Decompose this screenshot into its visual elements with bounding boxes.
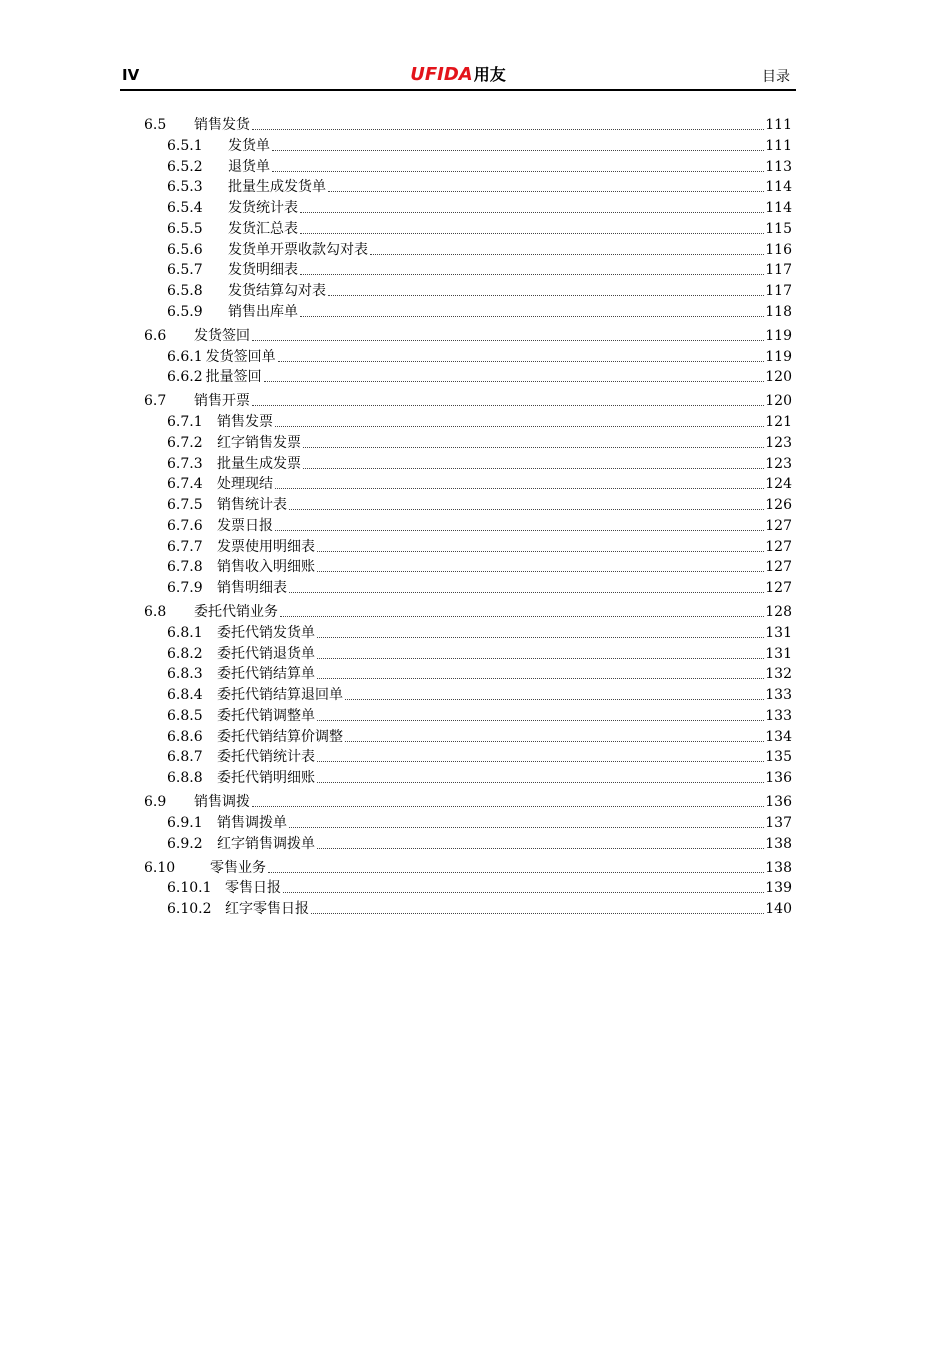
toc-entry-title: 零售日报 bbox=[225, 880, 281, 897]
toc-entry[interactable] bbox=[120, 766, 792, 787]
section-title: 目录 bbox=[762, 69, 790, 85]
dot-leader bbox=[370, 253, 764, 255]
brand-logo-en: UFIDA bbox=[410, 64, 473, 85]
page-number: IV bbox=[122, 66, 140, 84]
dot-leader bbox=[303, 467, 764, 469]
toc-entry[interactable] bbox=[120, 176, 792, 197]
toc-entry-number: 6.7 bbox=[144, 393, 167, 410]
toc-entry-title: 委托代销业务 bbox=[194, 604, 278, 620]
dot-leader bbox=[300, 273, 764, 275]
dot-leader bbox=[289, 508, 764, 510]
toc-entry-title: 红字零售日报 bbox=[225, 901, 309, 917]
toc-entry-title: 销售明细表 bbox=[217, 580, 287, 596]
toc-entry[interactable] bbox=[120, 853, 792, 877]
toc-entry-number: 6.6.1 bbox=[167, 348, 203, 365]
toc-entry-number: 6.9.2 bbox=[167, 835, 203, 852]
dot-leader bbox=[283, 891, 764, 893]
toc-entry-title: 委托代销发货单 bbox=[217, 624, 315, 641]
toc-entry-number: 6.7.1 bbox=[167, 414, 203, 430]
toc-entry-number: 6.5.2 bbox=[167, 158, 203, 175]
toc-entry-title: 处理现结 bbox=[217, 476, 273, 493]
dot-leader bbox=[252, 339, 764, 341]
toc-entry-title: 销售发货 bbox=[194, 117, 250, 133]
toc-entry-title: 批量生成发货单 bbox=[228, 179, 326, 196]
toc-entry-title: 发货结算勾对表 bbox=[228, 283, 326, 299]
dot-leader bbox=[317, 677, 764, 679]
toc-entry-title: 发货签回 bbox=[194, 327, 250, 344]
dot-leader bbox=[317, 760, 764, 762]
toc-entry-title: 委托代销明细账 bbox=[217, 770, 315, 786]
toc-entry[interactable] bbox=[120, 576, 792, 597]
toc-entry-page: 115 bbox=[765, 220, 792, 237]
page-header bbox=[120, 62, 796, 91]
toc-entry-page: 127 bbox=[765, 580, 792, 596]
toc-entry[interactable] bbox=[120, 663, 792, 684]
toc-entry[interactable] bbox=[120, 725, 792, 746]
toc-entry-number: 6.10 bbox=[144, 859, 176, 876]
brand-logo-cn: 用友 bbox=[473, 65, 506, 84]
toc-entry-page: 135 bbox=[765, 749, 792, 766]
dot-leader bbox=[345, 698, 764, 700]
toc-entry-number: 6.10.1 bbox=[167, 880, 212, 897]
toc-entry-title: 发货单 bbox=[228, 137, 270, 154]
dot-leader bbox=[278, 360, 765, 362]
toc-entry-title: 批量签回 bbox=[205, 369, 262, 386]
toc-entry-title: 委托代销结算单 bbox=[217, 666, 315, 683]
toc-entry[interactable] bbox=[120, 597, 792, 621]
toc-entry-page: 127 bbox=[765, 559, 792, 576]
toc-entry[interactable] bbox=[120, 746, 792, 767]
toc-entry-number: 6.8 bbox=[144, 604, 167, 620]
dot-leader bbox=[275, 529, 764, 531]
dot-leader bbox=[317, 847, 764, 849]
toc-entry-number: 6.5.1 bbox=[167, 137, 203, 154]
toc-entry-page: 134 bbox=[765, 728, 792, 745]
toc-entry-title: 零售业务 bbox=[210, 859, 266, 876]
toc-entry-title: 发货统计表 bbox=[228, 200, 298, 216]
toc-entry-title: 退货单 bbox=[228, 158, 270, 175]
toc-entry-page: 131 bbox=[765, 624, 792, 641]
toc-entry-title: 发货单开票收款勾对表 bbox=[228, 241, 368, 258]
toc-entry-page: 131 bbox=[765, 645, 792, 662]
toc-entry-title: 销售调拨单 bbox=[217, 814, 287, 831]
toc-entry[interactable] bbox=[120, 514, 792, 535]
toc-entry-number: 6.8.7 bbox=[167, 749, 203, 766]
toc-entry-number: 6.7.3 bbox=[167, 455, 203, 472]
toc-entry-title: 销售发票 bbox=[217, 414, 273, 430]
toc-entry[interactable] bbox=[120, 366, 792, 387]
toc-entry[interactable] bbox=[120, 279, 792, 300]
toc-entry-title: 委托代销调整单 bbox=[217, 707, 315, 724]
toc-entry[interactable] bbox=[120, 811, 792, 832]
toc-entry-page: 136 bbox=[765, 794, 792, 810]
toc-entry-page: 116 bbox=[765, 241, 792, 258]
toc-entry-number: 6.8.1 bbox=[167, 624, 203, 641]
toc-entry-page: 128 bbox=[765, 604, 792, 620]
toc-entry[interactable] bbox=[120, 155, 792, 176]
toc-entry-title: 委托代销结算价调整 bbox=[217, 728, 343, 745]
toc-entry-title: 销售开票 bbox=[194, 393, 250, 410]
toc-entry[interactable] bbox=[120, 386, 792, 410]
toc-entry-number: 6.7.8 bbox=[167, 559, 203, 576]
toc-entry-number: 6.7.2 bbox=[167, 434, 203, 451]
toc-entry-page: 127 bbox=[765, 517, 792, 534]
toc-entry-number: 6.9 bbox=[144, 794, 167, 810]
toc-entry-number: 6.6.2 bbox=[167, 369, 203, 386]
toc-entry[interactable] bbox=[120, 832, 792, 853]
toc-entry-number: 6.8.2 bbox=[167, 645, 203, 662]
dot-leader bbox=[264, 380, 765, 382]
toc-entry-title: 发票使用明细表 bbox=[217, 538, 315, 555]
toc-entry-page: 123 bbox=[765, 455, 792, 472]
dot-leader bbox=[252, 128, 764, 130]
dot-leader bbox=[289, 826, 764, 828]
toc-entry-title: 发票日报 bbox=[217, 517, 273, 534]
toc-entry-title: 委托代销统计表 bbox=[217, 749, 315, 766]
toc-entry-page: 114 bbox=[765, 200, 792, 216]
dot-leader bbox=[272, 170, 764, 172]
toc-entry[interactable] bbox=[120, 683, 792, 704]
toc-entry-number: 6.7.6 bbox=[167, 517, 203, 534]
toc-entry-page: 127 bbox=[765, 538, 792, 555]
dot-leader bbox=[317, 781, 764, 783]
toc-entry-page: 138 bbox=[765, 835, 792, 852]
toc-entry-page: 124 bbox=[765, 476, 792, 493]
dot-leader bbox=[289, 591, 764, 593]
toc-entry[interactable] bbox=[120, 321, 792, 345]
dot-leader bbox=[317, 719, 764, 721]
toc-entry-title: 委托代销结算退回单 bbox=[217, 687, 343, 703]
toc-entry-page: 113 bbox=[765, 158, 792, 175]
toc-entry-number: 6.7.9 bbox=[167, 580, 203, 596]
toc-entry[interactable] bbox=[120, 877, 792, 898]
toc-entry-number: 6.5.8 bbox=[167, 283, 203, 299]
toc-entry-page: 120 bbox=[765, 393, 792, 410]
toc-entry-page: 133 bbox=[765, 687, 792, 703]
toc-entry[interactable] bbox=[120, 535, 792, 556]
dot-leader bbox=[252, 404, 764, 406]
toc-entry-number: 6.8.8 bbox=[167, 770, 203, 786]
toc-entry-number: 6.8.5 bbox=[167, 707, 203, 724]
toc-entry[interactable] bbox=[120, 621, 792, 642]
toc-entry-title: 红字销售调拨单 bbox=[217, 835, 315, 852]
toc-entry-number: 6.9.1 bbox=[167, 814, 203, 831]
toc-entry[interactable] bbox=[120, 196, 792, 217]
toc-entry-title: 销售调拨 bbox=[194, 794, 250, 810]
toc-entry-page: 111 bbox=[765, 137, 792, 154]
toc-entry-title: 销售统计表 bbox=[217, 497, 287, 513]
toc-entry[interactable] bbox=[120, 345, 792, 366]
toc-entry[interactable] bbox=[120, 473, 792, 494]
toc-entry[interactable] bbox=[120, 238, 792, 259]
toc-entry[interactable] bbox=[120, 259, 792, 280]
toc-entry-number: 6.7.7 bbox=[167, 538, 203, 555]
toc-entry-page: 121 bbox=[765, 414, 792, 430]
toc-entry-page: 120 bbox=[765, 369, 792, 386]
dot-leader bbox=[300, 232, 764, 234]
toc-entry-title: 批量生成发票 bbox=[217, 455, 301, 472]
dot-leader bbox=[268, 871, 764, 873]
toc-entry-page: 117 bbox=[765, 283, 792, 299]
toc-entry-page: 136 bbox=[765, 770, 792, 786]
toc-entry-page: 138 bbox=[765, 859, 792, 876]
toc-entry[interactable] bbox=[120, 556, 792, 577]
dot-leader bbox=[280, 615, 764, 617]
toc-entry-title: 红字销售发票 bbox=[217, 434, 301, 451]
toc-entry-page: 114 bbox=[765, 179, 792, 196]
dot-leader bbox=[311, 912, 764, 914]
toc-entry[interactable] bbox=[120, 452, 792, 473]
toc-entry[interactable] bbox=[120, 134, 792, 155]
toc-entry[interactable] bbox=[120, 300, 792, 321]
dot-leader bbox=[275, 425, 764, 427]
toc-entry-number: 6.5 bbox=[144, 117, 167, 133]
toc-entry-page: 140 bbox=[765, 901, 792, 917]
toc-entry-page: 117 bbox=[765, 262, 792, 279]
table-of-contents bbox=[120, 110, 792, 918]
dot-leader bbox=[317, 550, 764, 552]
toc-entry-number: 6.5.6 bbox=[167, 241, 203, 258]
toc-entry-number: 6.10.2 bbox=[167, 901, 212, 917]
brand-logo bbox=[120, 62, 796, 85]
toc-entry-page: 118 bbox=[765, 303, 792, 320]
toc-entry-page: 123 bbox=[765, 434, 792, 451]
toc-entry-number: 6.7.4 bbox=[167, 476, 203, 493]
dot-leader bbox=[328, 294, 764, 296]
toc-entry[interactable] bbox=[120, 642, 792, 663]
toc-entry[interactable] bbox=[120, 110, 792, 134]
dot-leader bbox=[345, 740, 764, 742]
dot-leader bbox=[300, 315, 764, 317]
toc-entry-page: 139 bbox=[765, 880, 792, 897]
dot-leader bbox=[317, 636, 764, 638]
toc-entry-title: 委托代销退货单 bbox=[217, 645, 315, 662]
toc-entry-page: 132 bbox=[765, 666, 792, 683]
toc-entry-page: 111 bbox=[765, 117, 792, 133]
toc-entry[interactable] bbox=[120, 410, 792, 431]
dot-leader bbox=[275, 487, 764, 489]
toc-entry-title: 发货汇总表 bbox=[228, 220, 298, 237]
toc-entry[interactable] bbox=[120, 897, 792, 918]
toc-entry[interactable] bbox=[120, 493, 792, 514]
toc-entry-title: 发货签回单 bbox=[205, 348, 276, 365]
toc-entry-number: 6.5.9 bbox=[167, 303, 203, 320]
toc-entry-number: 6.8.4 bbox=[167, 687, 203, 703]
dot-leader bbox=[317, 570, 764, 572]
dot-leader bbox=[252, 805, 764, 807]
toc-entry-page: 126 bbox=[765, 497, 792, 513]
toc-entry-number: 6.5.3 bbox=[167, 179, 203, 196]
dot-leader bbox=[303, 446, 764, 448]
toc-entry-title: 发货明细表 bbox=[228, 262, 298, 279]
toc-entry[interactable] bbox=[120, 217, 792, 238]
toc-entry-number: 6.8.6 bbox=[167, 728, 203, 745]
toc-entry-page: 137 bbox=[765, 814, 792, 831]
toc-entry-title: 销售收入明细账 bbox=[217, 559, 315, 576]
toc-entry-number: 6.8.3 bbox=[167, 666, 203, 683]
toc-entry-number: 6.5.5 bbox=[167, 220, 203, 237]
toc-entry-page: 119 bbox=[765, 348, 792, 365]
toc-entry-number: 6.7.5 bbox=[167, 497, 203, 513]
toc-entry[interactable] bbox=[120, 704, 792, 725]
toc-entry-page: 133 bbox=[765, 707, 792, 724]
toc-entry[interactable] bbox=[120, 787, 792, 811]
toc-entry-page: 119 bbox=[765, 327, 792, 344]
toc-entry-number: 6.5.7 bbox=[167, 262, 203, 279]
toc-entry-number: 6.6 bbox=[144, 327, 167, 344]
dot-leader bbox=[317, 657, 764, 659]
dot-leader bbox=[328, 190, 764, 192]
toc-entry-title: 销售出库单 bbox=[228, 303, 298, 320]
dot-leader bbox=[300, 211, 764, 213]
dot-leader bbox=[272, 149, 764, 151]
toc-entry[interactable] bbox=[120, 431, 792, 452]
toc-entry-number: 6.5.4 bbox=[167, 200, 203, 216]
